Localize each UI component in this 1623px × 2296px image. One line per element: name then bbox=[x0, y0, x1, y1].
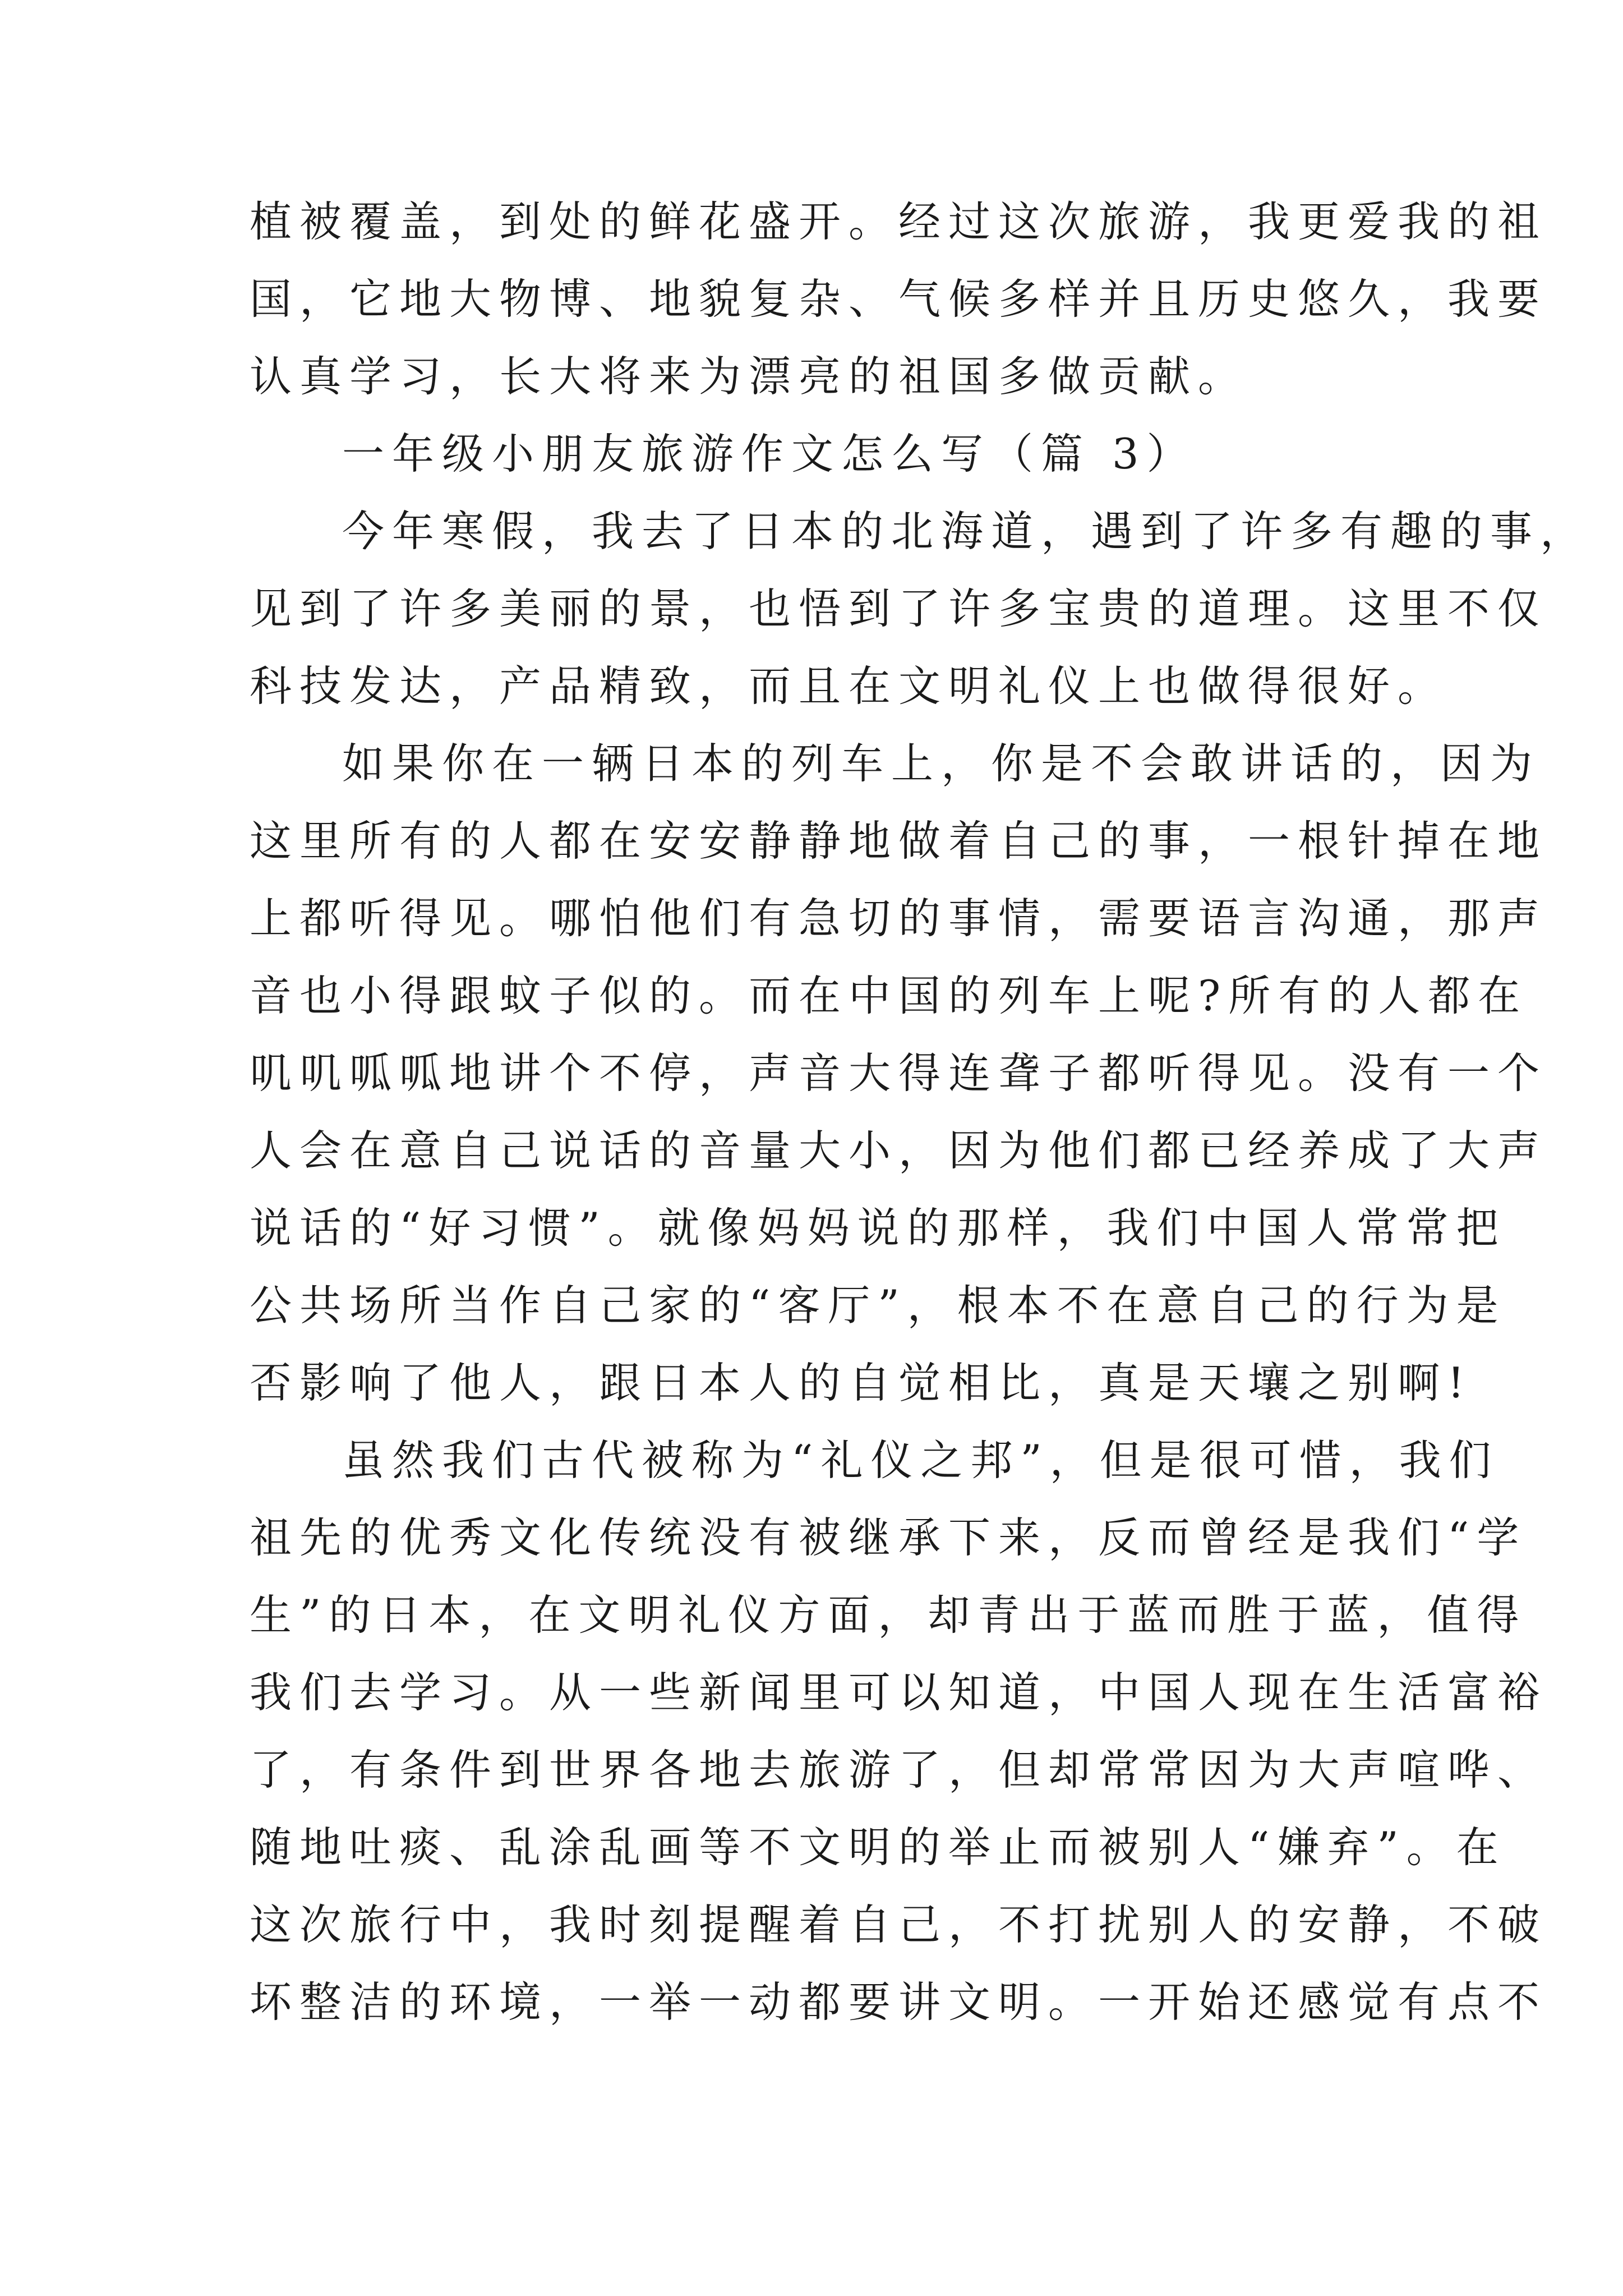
text-line: 上都听得见。哪怕他们有急切的事情，需要语言沟通，那声 bbox=[250, 894, 1548, 943]
text-line: 认真学习，长大将来为漂亮的祖国多做贡献。 bbox=[250, 352, 1248, 401]
text-line: 今年寒假，我去了日本的北海道，遇到了许多有趣的事， bbox=[342, 507, 1590, 556]
text-line: 植被覆盖，到处的鲜花盛开。经过这次旅游，我更爱我的祖 bbox=[250, 197, 1548, 246]
text-line: 这次旅行中，我时刻提醒着自己，不打扰别人的安静，不破 bbox=[250, 1900, 1548, 1949]
text-line: 国，它地大物博、地貌复杂、气候多样并且历史悠久，我要 bbox=[250, 274, 1548, 324]
text-line: 公共场所当作自己家的“客厅”，根本不在意自己的行为是 bbox=[250, 1281, 1506, 1330]
text-line: 这里所有的人都在安安静静地做着自己的事，一根针掉在地 bbox=[250, 816, 1548, 866]
text-line: 祖先的优秀文化传统没有被继承下来，反而曾经是我们“学 bbox=[250, 1513, 1527, 1562]
text-line: 叽叽呱呱地讲个不停，声音大得连聋子都听得见。没有一个 bbox=[250, 1048, 1548, 1098]
text-line: 人会在意自己说话的音量大小，因为他们都已经养成了大声 bbox=[250, 1126, 1548, 1175]
text-line: 坏整洁的环境，一举一动都要讲文明。一开始还感觉有点不 bbox=[250, 1977, 1548, 2027]
text-line: 虽然我们古代被称为“礼仪之邦”，但是很可惜，我们 bbox=[342, 1435, 1499, 1485]
text-line: 随地吐痰、乱涂乱画等不文明的举止而被别人“嫌弃”。在 bbox=[250, 1823, 1506, 1872]
text-line: 如果你在一辆日本的列车上，你是不会敢讲话的，因为 bbox=[342, 739, 1541, 788]
text-line: 否影响了他人，跟日本人的自觉相比，真是天壤之别啊! bbox=[250, 1358, 1473, 1407]
text-line: 科技发达，产品精致，而且在文明礼仪上也做得很好。 bbox=[250, 661, 1448, 711]
text-line: 了，有条件到世界各地去旅游了，但却常常因为大声喧哗、 bbox=[250, 1745, 1548, 1795]
text-line: 生”的日本，在文明礼仪方面，却青出于蓝而胜于蓝，值得 bbox=[250, 1590, 1527, 1640]
section-heading: 一年级小朋友旅游作文怎么写（篇 3） bbox=[342, 429, 1197, 478]
text-line: 见到了许多美丽的景，也悟到了许多宝贵的道理。这里不仅 bbox=[250, 584, 1548, 633]
text-line: 我们去学习。从一些新闻里可以知道，中国人现在生活富裕 bbox=[250, 1668, 1548, 1717]
text-line: 说话的“好习惯”。就像妈妈说的那样，我们中国人常常把 bbox=[250, 1203, 1506, 1253]
text-line: 音也小得跟蚊子似的。而在中国的列车上呢?所有的人都在 bbox=[250, 971, 1528, 1020]
